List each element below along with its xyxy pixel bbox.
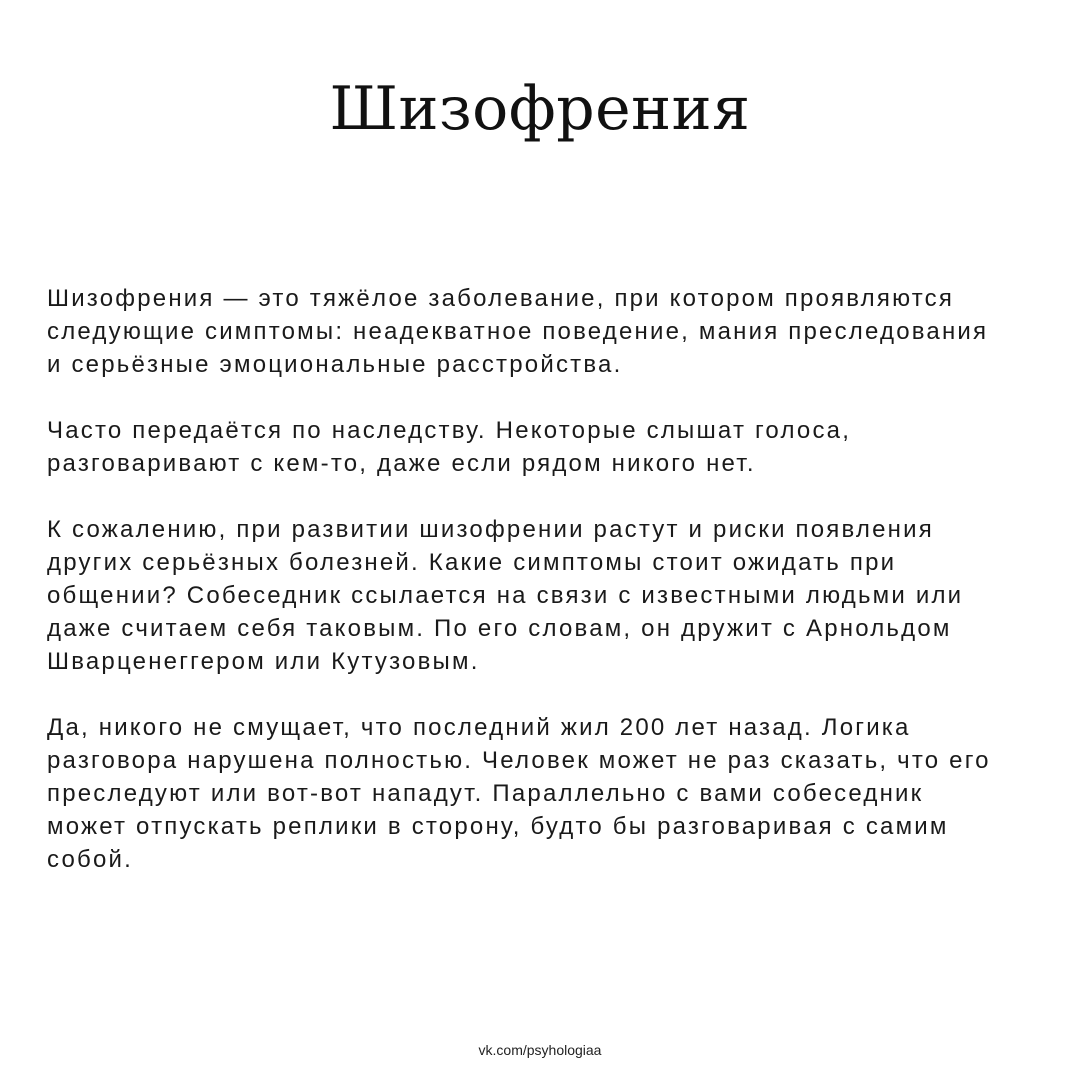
- paragraph-line: даже считаем себя таковым. По его словам, он дружит с Арнольдом: [47, 615, 952, 642]
- paragraph-line: собой.: [47, 846, 133, 873]
- paragraph-line: Да, никого не смущает, что последний жил 200 лет назад. Логика: [47, 714, 911, 741]
- paragraph-1: [47, 282, 1037, 381]
- paragraph-line: других серьёзных болезней. Какие симптомы стоит ожидать при: [47, 549, 897, 576]
- paragraph-line: преследуют или вот-вот нападут. Параллельно с вами собеседник: [47, 780, 924, 807]
- page-title: Шизофрения: [329, 74, 751, 144]
- paragraph-line: Шизофрения — это тяжёлое заболевание, при котором проявляются: [47, 285, 955, 312]
- paragraph-line: разговора нарушена полностью. Человек может не раз сказать, что его: [47, 747, 991, 774]
- paragraph-line: следующие симптомы: неадекватное поведение, мания преследования: [47, 318, 989, 345]
- article-body: [47, 282, 1037, 876]
- paragraph-line: может отпускать реплики в сторону, будто бы разговаривая с самим: [47, 813, 949, 840]
- paragraph-line: разговаривают с кем-то, даже если рядом никого нет.: [47, 450, 756, 477]
- paragraph-line: Шварценеггером или Кутузовым.: [47, 648, 480, 675]
- paragraph-line: и серьёзные эмоциональные расстройства.: [47, 351, 623, 378]
- paragraph-line: К сожалению, при развитии шизофрении растут и риски появления: [47, 516, 934, 543]
- paragraph-4: [47, 711, 1037, 876]
- paragraph-line: общении? Собеседник ссылается на связи с известными людьми или: [47, 582, 964, 609]
- paragraph-line: Часто передаётся по наследству. Некоторые слышат голоса,: [47, 417, 852, 444]
- paragraph-2: [47, 414, 1037, 480]
- footer-link[interactable]: vk.com/psyhologiaa: [478, 1042, 602, 1058]
- paragraph-3: [47, 513, 1037, 678]
